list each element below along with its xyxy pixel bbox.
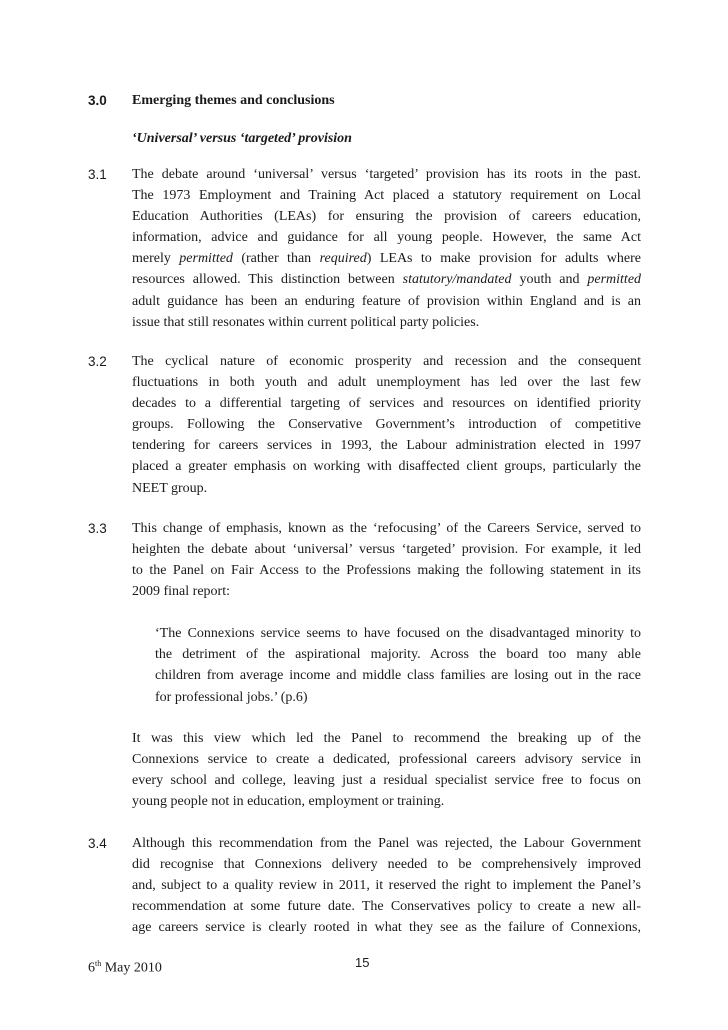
text-line: Connexions service to create a dedicated, professional careers advisory service in	[132, 752, 641, 768]
text-line: heighten the debate about ‘universal’ versus ‘targeted’ provision. For example, it led	[132, 542, 641, 558]
text-line: information, advice and guidance for all young people. However, the same Act	[132, 230, 641, 246]
text-line: The debate around ‘universal’ versus ‘targeted’ provision has its roots in the past.	[132, 167, 641, 182]
text-line: Education Authorities (LEAs) for ensuring the provision of careers education,	[132, 209, 641, 225]
section-title: Emerging themes and conclusions	[132, 93, 335, 108]
text-run: ) LEAs to make provision for adults where	[366, 251, 641, 267]
text-run: youth and	[519, 272, 580, 288]
block-quote	[155, 623, 641, 708]
paragraph-number-3-3: 3.3	[88, 521, 107, 536]
text-run: resources allowed. This distinction between	[132, 272, 395, 288]
text-line: issue that still resonates within current political party policies.	[132, 314, 480, 330]
text-line: fluctuations in both youth and adult unemployment has led over the last few	[132, 375, 641, 391]
footer-date-rest: May 2010	[104, 960, 162, 976]
text-run: merely	[132, 251, 171, 267]
text-line: did recognise that Connexions delivery needed to be comprehensively improved	[132, 857, 641, 873]
text-line: Although this recommendation from the Panel was rejected, the Labour Government	[132, 836, 641, 851]
text-line: every school and college, leaving just a residual specialist service free to focus on	[132, 773, 641, 789]
paragraph-3-4	[132, 833, 641, 938]
quote-line: children from average income and middle class families are losing out in the race	[155, 668, 641, 684]
text-line: 2009 final report:	[132, 584, 230, 600]
emphasis-permitted: permitted	[587, 272, 642, 288]
section-subtitle: ‘Universal’ versus ‘targeted’ provision	[132, 131, 352, 146]
text-line: NEET group.	[132, 480, 208, 496]
text-line	[132, 248, 641, 269]
footer-date-day: 6	[88, 960, 95, 976]
text-line: It was this view which led the Panel to recommend the breaking up of the	[132, 731, 641, 746]
text-line: recommendation at some future date. The Conservatives policy to create a new all-	[132, 899, 641, 915]
text-line: and, subject to a quality review in 2011, it reserved the right to implement the Panel’s	[132, 878, 641, 894]
text-line: young people not in education, employment or training.	[132, 794, 445, 810]
footer-date	[88, 954, 162, 979]
text-run: (rather than	[241, 251, 312, 267]
text-line: groups. Following the Conservative Government’s introduction of competitive	[132, 417, 641, 433]
quote-line: the detriment of the aspirational majority. Across the board too many able	[155, 647, 641, 663]
quote-line: ‘The Connexions service seems to have focused on the disadvantaged minority to	[155, 626, 641, 641]
paragraph-3-3	[132, 518, 641, 602]
footer-date-suffix: th	[95, 959, 102, 968]
page-number: 15	[355, 955, 370, 970]
text-line: decades to a differential targeting of services and resources on identified priority	[132, 396, 641, 412]
paragraph-number-3-1: 3.1	[88, 167, 107, 182]
text-line: adult guidance has been an enduring feature of provision within England and is an	[132, 293, 641, 309]
paragraph-number-3-4: 3.4	[88, 836, 107, 851]
paragraph-3-1	[132, 164, 641, 333]
text-line: The cyclical nature of economic prosperity and recession and the consequent	[132, 354, 641, 369]
text-line: placed a greater emphasis on working with disaffected client groups, particularly the	[132, 459, 641, 475]
emphasis-statutory: statutory/mandated	[402, 272, 512, 288]
paragraph-number-3-2: 3.2	[88, 354, 107, 369]
text-line: to the Panel on Fair Access to the Professions making the following statement in its	[132, 563, 641, 579]
paragraph-3-2	[132, 351, 641, 499]
text-line: This change of emphasis, known as the ‘refocusing’ of the Careers Service, served to	[132, 521, 641, 536]
text-line: age careers service is clearly rooted in what they see as the failure of Connexions,	[132, 920, 641, 936]
text-line: The 1973 Employment and Training Act placed a statutory requirement on Local	[132, 188, 641, 204]
emphasis-permitted: permitted	[179, 251, 233, 267]
text-line: tendering for careers services in 1993, the Labour administration elected in 1997	[132, 438, 641, 454]
emphasis-required: required	[319, 251, 367, 267]
text-line	[132, 269, 641, 290]
paragraph-3-3-continued	[132, 728, 641, 812]
section-number: 3.0	[88, 93, 107, 108]
quote-line: for professional jobs.’ (p.6)	[155, 689, 308, 705]
